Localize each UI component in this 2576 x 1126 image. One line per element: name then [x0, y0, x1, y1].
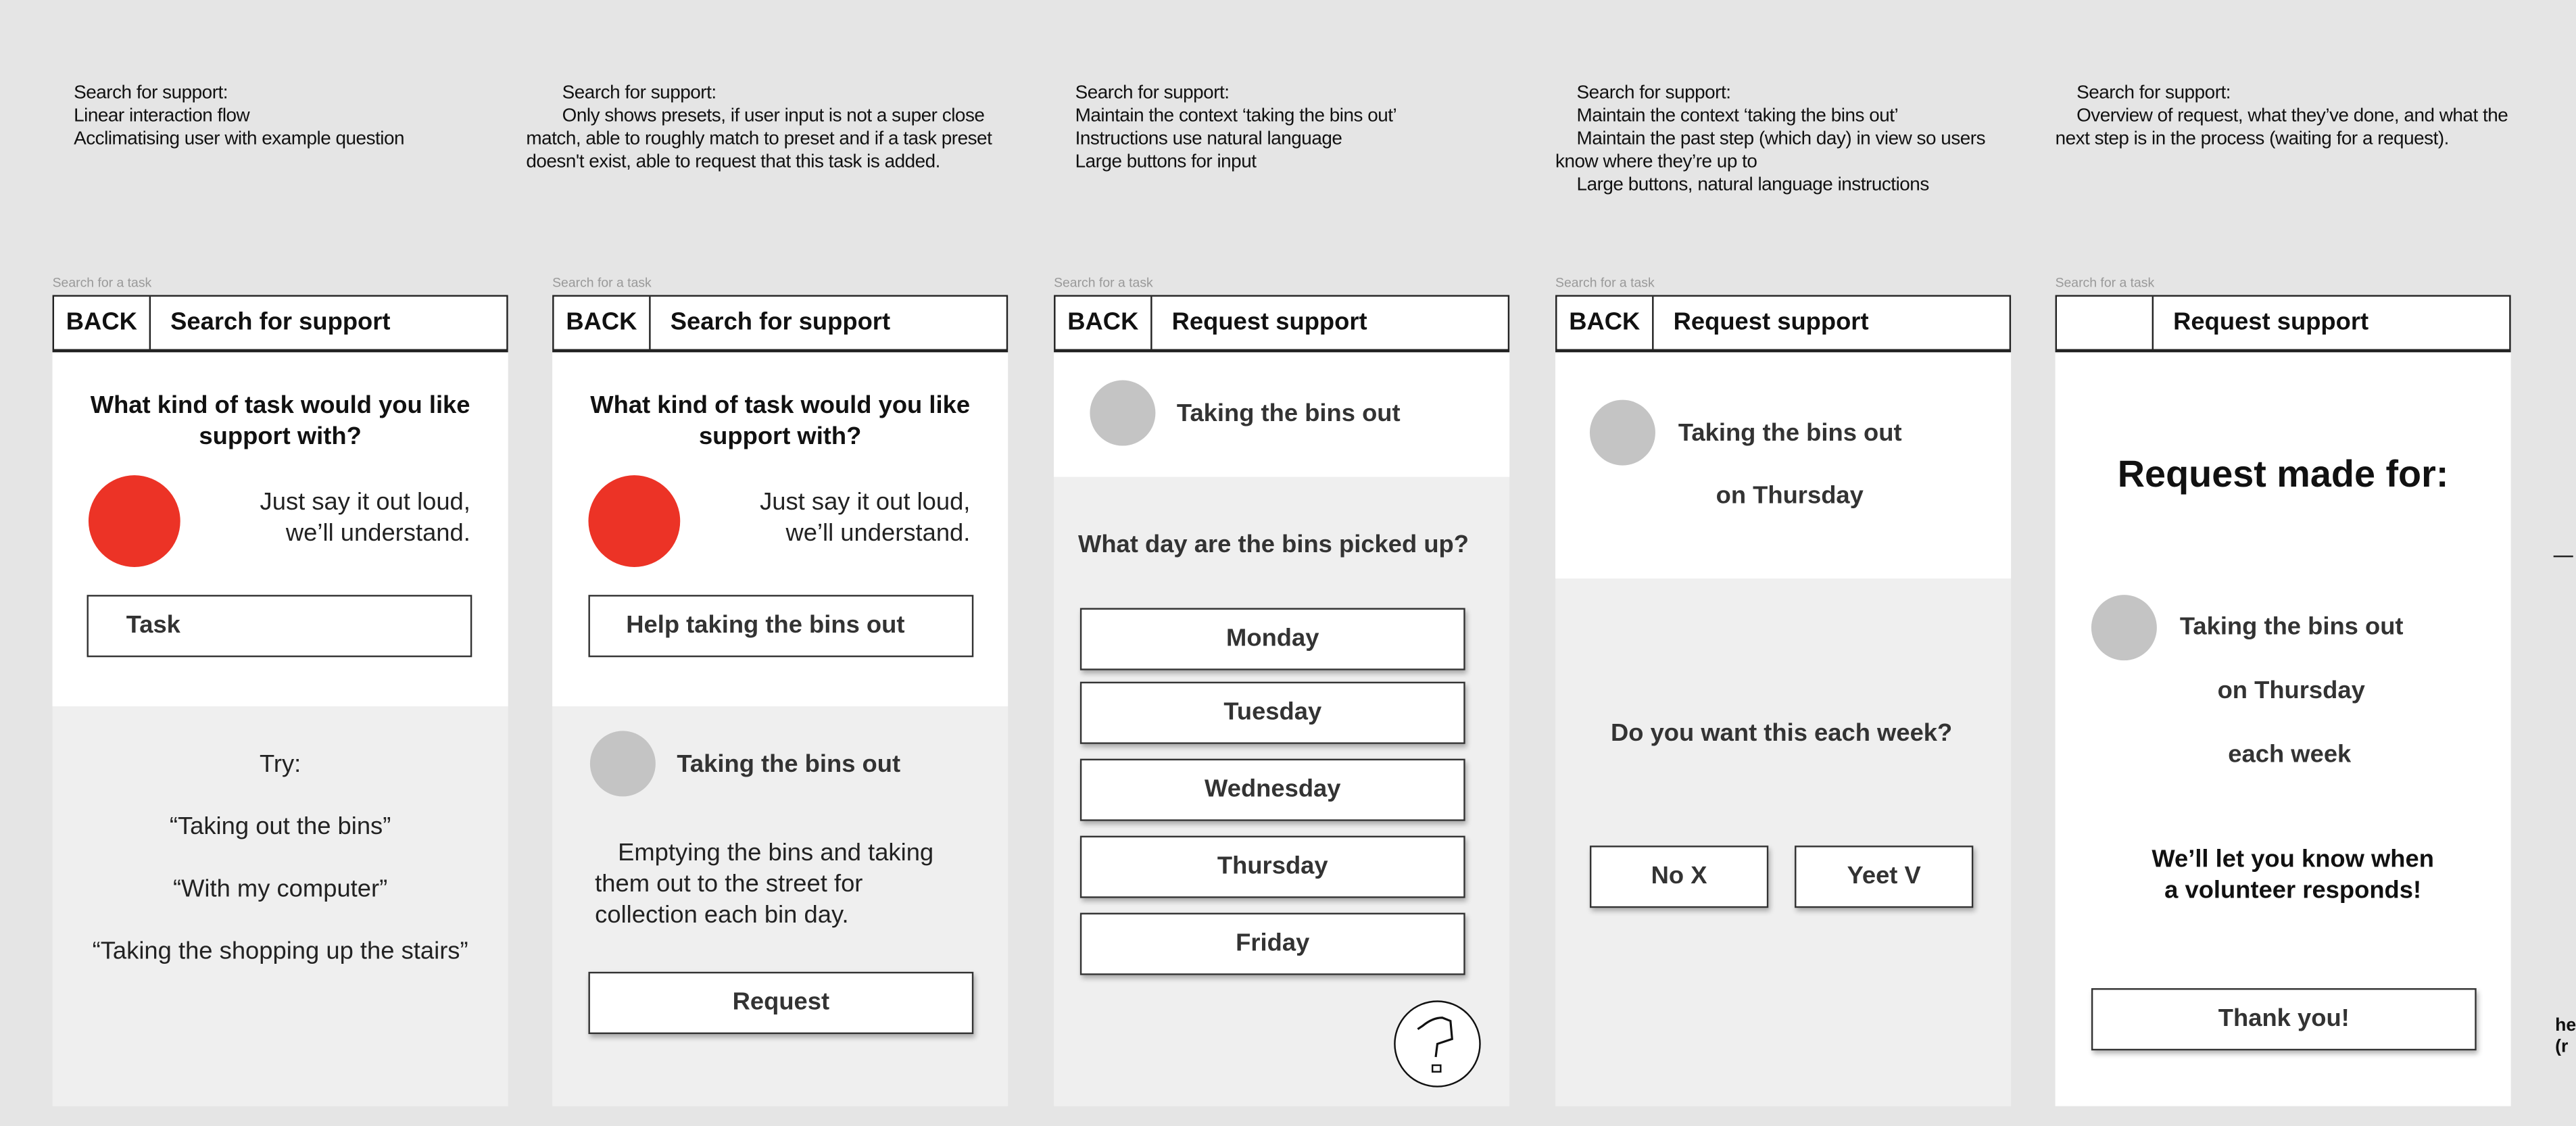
note-title: Search for support:	[562, 83, 716, 103]
task-input[interactable]: Task	[87, 595, 472, 657]
header-title: Request support	[2173, 308, 2369, 337]
context-section	[1054, 351, 1509, 477]
app-header	[53, 295, 508, 352]
day-button-tuesday[interactable]: Tuesday	[1080, 682, 1465, 744]
app-header	[1555, 295, 2011, 352]
note-line: Only shows presets, if user input is not a super close match, able to roughly match to preset and if a task preset doesn't exist, able to request that this task is added.	[526, 106, 992, 172]
note-line: Overview of request, what they’ve done, and what the next step is in the process (waiting for a request).	[2055, 106, 2508, 149]
screen-2	[552, 351, 1008, 1106]
question: What day are the bins picked up?	[1077, 531, 1469, 559]
note-line: Maintain the context ‘taking the bins out’	[1075, 106, 1397, 126]
day-button-monday[interactable]: Monday	[1080, 608, 1465, 670]
screen-4	[1555, 351, 2011, 1106]
screen-1	[53, 351, 508, 1106]
offscreen-note	[2555, 1016, 2576, 1058]
day-button-friday[interactable]: Friday	[1080, 913, 1465, 975]
note-line: Instructions use natural language	[1075, 129, 1342, 149]
top-section	[552, 351, 1008, 706]
record-button[interactable]	[89, 475, 180, 567]
note-3	[1075, 82, 1551, 174]
note-title: Search for support:	[74, 83, 228, 103]
note-2	[526, 82, 1001, 174]
voice-hint	[760, 487, 970, 549]
voice-hint-line: we’ll understand.	[785, 519, 971, 547]
offscreen-note-line: (r	[2555, 1037, 2569, 1057]
request-button[interactable]: Request	[588, 972, 973, 1034]
note-title: Search for support:	[1576, 83, 1731, 103]
note-title: Search for support:	[1075, 83, 1230, 103]
note-5	[2056, 82, 2514, 151]
note-line: Large buttons, natural language instructions	[1576, 175, 1929, 195]
header-title: Request support	[1673, 308, 1869, 337]
note-line: Maintain the past step (which day) in view so users know where they’re up to	[1555, 129, 1986, 172]
note-line: Maintain the context ‘taking the bins out’	[1576, 106, 1899, 126]
no-button[interactable]: No X	[1590, 846, 1768, 908]
app-header	[1054, 295, 1509, 352]
app-header	[2056, 295, 2511, 352]
example-suggestion[interactable]: “With my computer”	[172, 875, 388, 904]
back-button[interactable]: BACK	[1557, 297, 1653, 349]
screen-3	[1054, 351, 1509, 1106]
note-4	[1555, 82, 1998, 197]
back-button-empty	[2057, 297, 2154, 349]
note-line: Large buttons for input	[1075, 152, 1257, 172]
voice-hint-line: Just say it out loud,	[260, 488, 470, 516]
day-button-thursday[interactable]: Thursday	[1080, 836, 1465, 898]
connector-line	[2554, 556, 2573, 557]
example-suggestion[interactable]: “Taking the shopping up the stairs”	[92, 937, 468, 966]
context-day: on Thursday	[2217, 677, 2365, 705]
screen-5	[2056, 351, 2511, 1106]
task-avatar	[590, 731, 656, 796]
note-title: Search for support:	[2076, 83, 2231, 103]
voice-hint	[260, 487, 470, 549]
screen-hint: Search for a task	[1054, 275, 1153, 291]
followup-message	[2056, 844, 2531, 906]
task-avatar	[1590, 400, 1655, 466]
header-title: Search for support	[670, 308, 891, 337]
context-section	[1555, 351, 2011, 579]
try-label: Try:	[259, 750, 301, 779]
thank-you-button[interactable]: Thank you!	[2091, 988, 2477, 1050]
match-title[interactable]: Taking the bins out	[677, 750, 901, 779]
screen-hint: Search for a task	[2055, 275, 2155, 291]
yes-button[interactable]: Yeet V	[1795, 846, 1973, 908]
record-button[interactable]	[588, 475, 680, 567]
header-title: Search for support	[170, 308, 391, 337]
followup-line: We’ll let you know when	[2152, 846, 2434, 874]
task-avatar	[1090, 381, 1155, 446]
voice-hint-line: Just say it out loud,	[760, 488, 971, 516]
question: Do you want this each week?	[1610, 719, 1953, 748]
context-frequency: each week	[2228, 740, 2352, 769]
question-mark-icon	[1393, 1000, 1482, 1088]
day-button-wednesday[interactable]: Wednesday	[1080, 759, 1465, 821]
context-day: on Thursday	[1716, 481, 1864, 510]
example-suggestion[interactable]: “Taking out the bins”	[169, 812, 391, 841]
header-title: Request support	[1171, 308, 1367, 337]
back-button[interactable]: BACK	[554, 297, 651, 349]
context-title: Taking the bins out	[1176, 399, 1401, 428]
offscreen-note-line: he	[2555, 1016, 2576, 1036]
help-button[interactable]	[1393, 1000, 1482, 1088]
context-title: Taking the bins out	[1678, 419, 1902, 447]
question: What kind of task would you like support with?	[590, 391, 971, 451]
context-title: Taking the bins out	[2179, 612, 2404, 641]
note-1	[74, 82, 549, 151]
task-avatar	[2091, 595, 2157, 660]
screen-hint: Search for a task	[552, 275, 652, 291]
app-header	[552, 295, 1008, 352]
back-button[interactable]: BACK	[1056, 297, 1152, 349]
question: What kind of task would you like support with?	[90, 391, 470, 451]
note-line: Acclimatising user with example question	[74, 129, 405, 149]
top-section	[53, 351, 508, 706]
followup-line: a volunteer responds!	[2164, 877, 2422, 905]
back-button[interactable]: BACK	[54, 297, 151, 349]
screen-hint: Search for a task	[52, 275, 152, 291]
note-line: Linear interaction flow	[74, 106, 250, 126]
voice-hint-line: we’ll understand.	[285, 519, 470, 547]
confirmation-heading: Request made for:	[2117, 452, 2449, 495]
task-input[interactable]: Help taking the bins out	[588, 595, 973, 657]
screen-hint: Search for a task	[1555, 275, 1655, 291]
match-description: Emptying the bins and taking them out to the street for collection each bin day.	[595, 839, 934, 929]
